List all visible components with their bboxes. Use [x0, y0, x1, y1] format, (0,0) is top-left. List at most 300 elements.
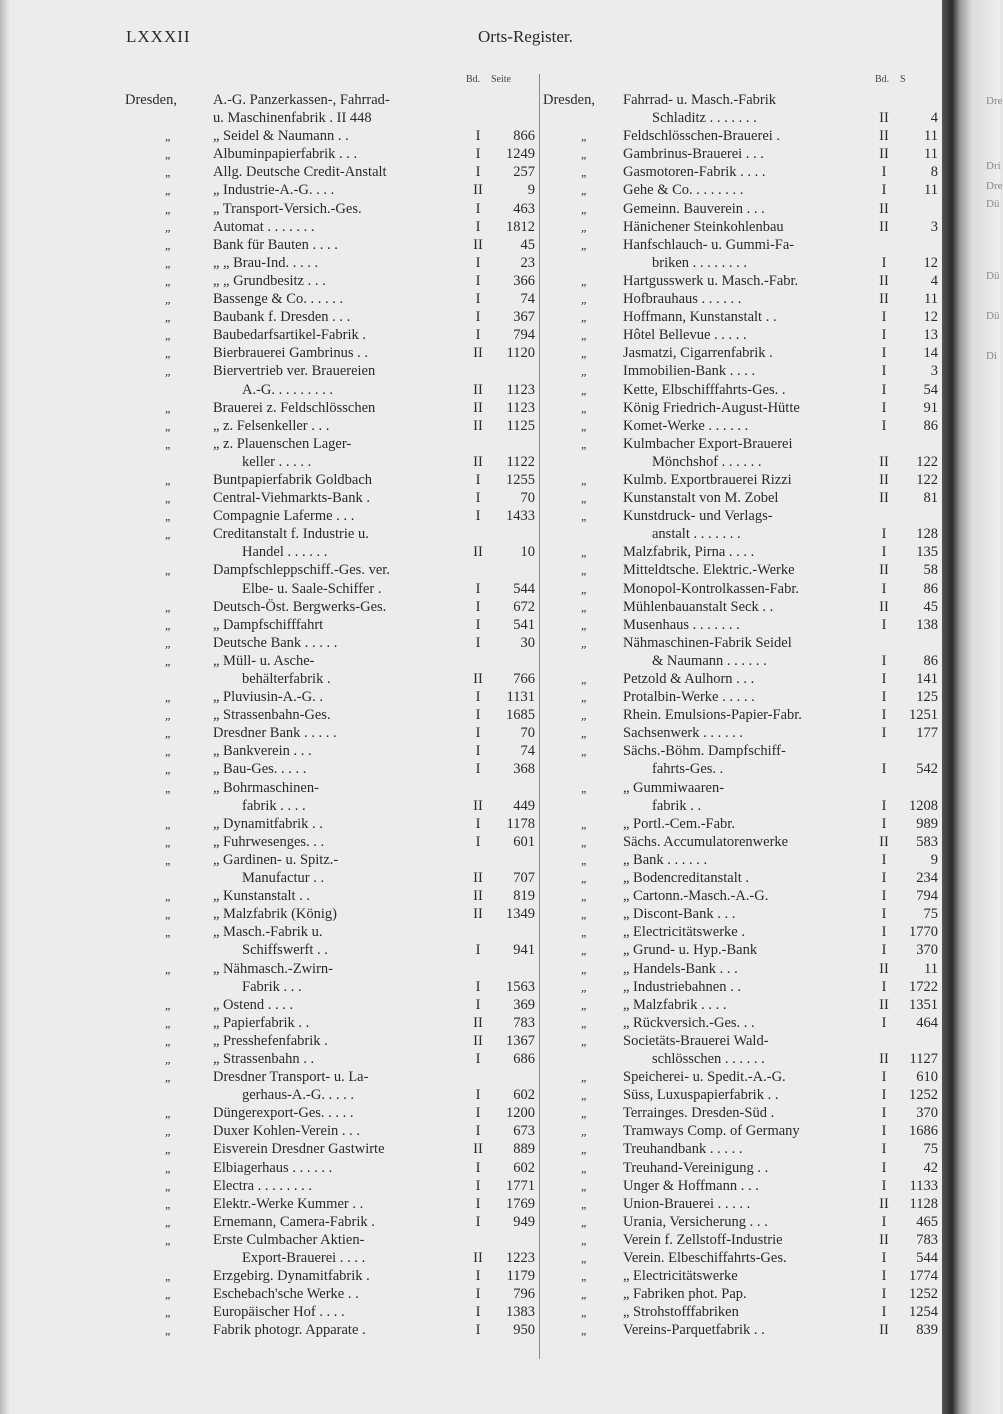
ditto-mark: „ [165, 653, 172, 668]
entry-name: Duxer Kohlen-Verein . . . [213, 1123, 360, 1140]
entry-name: „ Bankverein . . . [213, 743, 312, 760]
ditto-mark: „ [165, 1160, 172, 1175]
edge-fragment: Dü [986, 270, 1000, 282]
entry-volume: I [881, 544, 887, 561]
entry-volume: I [475, 725, 481, 742]
page-number: LXXXII [126, 27, 191, 46]
index-entry [543, 941, 938, 959]
entry-name: Schiffswerft . . [242, 942, 328, 959]
entry-name: Treuhandbank . . . . . [623, 1141, 743, 1158]
entry-volume: II [473, 1250, 483, 1266]
entry-name: Deutsche Bank . . . . . [213, 634, 338, 651]
entry-volume: I [881, 1213, 887, 1230]
entry-name: Mitteldtsche. Elektric.-Werke [623, 562, 795, 579]
index-entry [125, 905, 543, 923]
ditto-mark: „ [581, 346, 588, 361]
index-entry [125, 272, 543, 290]
entry-page: 544 [916, 1250, 938, 1266]
entry-name: Jasmatzi, Cigarrenfabrik . [623, 345, 773, 362]
index-entry [543, 453, 938, 471]
entry-name: briken . . . . . . . . [652, 254, 748, 271]
index-entry [125, 1050, 543, 1068]
index-entry [543, 833, 938, 851]
entry-volume: I [475, 1304, 481, 1321]
index-entry [543, 923, 938, 941]
ditto-mark: „ [581, 328, 588, 343]
index-entry [125, 290, 543, 308]
ditto-mark: „ [165, 346, 172, 361]
entry-name: „ Grund- u. Hyp.-Bank [623, 942, 758, 959]
index-entry [125, 1195, 543, 1213]
entry-page: 1351 [909, 996, 938, 1013]
ditto-mark: „ [165, 907, 172, 922]
index-entry [125, 779, 543, 797]
entry-name: Düngerexport-Ges. . . . . [213, 1105, 354, 1122]
ditto-mark: „ [581, 1305, 588, 1320]
ditto-mark: „ [581, 690, 588, 705]
index-entry [543, 417, 938, 435]
index-entry [543, 127, 938, 145]
entry-page: 1133 [909, 1177, 938, 1194]
entry-page: 257 [513, 164, 535, 181]
ditto-mark: „ [165, 328, 172, 343]
ditto-mark: „ [165, 599, 172, 614]
index-entry [125, 91, 543, 109]
entry-page: 58 [923, 562, 938, 579]
entry-page: 74 [520, 743, 535, 760]
entry-page: 950 [513, 1322, 535, 1339]
entry-volume: I [475, 254, 481, 271]
index-entry [543, 471, 938, 489]
entry-name: Export-Brauerei . . . . [242, 1250, 366, 1266]
entry-page: 91 [923, 399, 938, 416]
ditto-mark: „ [581, 1196, 588, 1211]
entry-name: Bierbrauerei Gambrinus . . [213, 345, 369, 362]
ditto-mark: „ [581, 273, 588, 288]
entry-volume: I [881, 1069, 887, 1086]
entry-volume: II [879, 1231, 889, 1248]
entry-page: 544 [513, 580, 535, 597]
index-entry [125, 1285, 543, 1303]
index-entry [543, 399, 938, 417]
entry-page: 1120 [506, 345, 535, 362]
index-entry [543, 1267, 938, 1285]
entry-name: Schladitz . . . . . . . [652, 110, 757, 127]
entry-page: 30 [520, 634, 535, 651]
ditto-mark: „ [581, 1142, 588, 1157]
entry-name: Urania, Versicherung . . . [623, 1213, 768, 1230]
ditto-mark: „ [581, 1015, 588, 1030]
index-entry [543, 1032, 888, 1050]
entry-name: „ Seidel & Naumann . . [213, 128, 349, 145]
entry-name: Verein f. Zellstoff-Industrie [623, 1231, 783, 1248]
entry-volume: I [475, 146, 481, 163]
entry-page: 70 [520, 490, 535, 507]
entry-name: „ Papierfabrik . . [213, 1014, 310, 1031]
vol-header: Bd. [466, 74, 481, 85]
entry-name: behälterfabrik . [242, 671, 331, 687]
ditto-mark: „ [165, 961, 172, 976]
ditto-mark: „ [581, 292, 588, 307]
entry-volume: I [475, 490, 481, 507]
index-entry [543, 290, 938, 308]
entry-page: 796 [513, 1286, 535, 1303]
ditto-mark: „ [581, 1070, 588, 1085]
entry-page: 707 [513, 870, 535, 887]
index-entry [125, 598, 543, 616]
index-entry [125, 887, 543, 905]
entry-page: 1125 [506, 417, 535, 434]
entry-page: 1254 [909, 1304, 938, 1321]
index-entry [125, 742, 543, 760]
entry-name: Unger & Hoffmann . . . [623, 1177, 759, 1194]
index-entry [543, 181, 938, 199]
entry-page: 673 [513, 1123, 535, 1140]
entry-volume: I [475, 1268, 481, 1285]
entry-name: Hoffmann, Kunstanstalt . . [623, 309, 777, 326]
entry-page: 610 [916, 1069, 938, 1086]
entry-name: Biervertrieb ver. Brauereien [213, 363, 376, 380]
entry-volume: I [881, 942, 887, 959]
entry-volume: I [881, 870, 887, 887]
index-entry [543, 1122, 938, 1140]
entry-page: 1685 [506, 707, 535, 724]
ditto-mark: „ [581, 472, 588, 487]
entry-page: 369 [513, 996, 535, 1013]
entry-name: Deutsch-Öst. Bergwerks-Ges. [213, 598, 387, 615]
index-entry [125, 851, 543, 869]
ditto-mark: „ [165, 183, 172, 198]
index-entry [125, 833, 543, 851]
ditto-mark: „ [165, 400, 172, 415]
ditto-mark: „ [581, 1124, 588, 1139]
index-entry [543, 163, 938, 181]
entry-volume: I [881, 851, 887, 868]
entry-volume: I [475, 327, 481, 344]
entry-volume: I [881, 888, 887, 905]
ditto-mark: „ [581, 907, 588, 922]
entry-page: 1178 [506, 815, 535, 832]
entry-name: Societäts-Brauerei Wald- [623, 1032, 769, 1049]
index-entry [543, 869, 938, 887]
index-entry [125, 1159, 543, 1177]
entry-page: 1208 [909, 797, 938, 814]
entry-page: 794 [513, 327, 535, 344]
ditto-mark: „ [165, 690, 172, 705]
entry-name: Ernemann, Camera-Fabrik . [213, 1213, 375, 1230]
entry-name: Fabrik photogr. Apparate . [213, 1322, 366, 1339]
entry-name: „ Kunstanstalt . . [213, 888, 311, 905]
entry-name: König Friedrich-August-Hütte [623, 399, 800, 416]
entry-page: 234 [916, 870, 938, 887]
entry-volume: II [879, 1322, 889, 1339]
ditto-mark: „ [165, 147, 172, 162]
entry-page: 1252 [909, 1087, 938, 1104]
ditto-mark: „ [581, 237, 588, 252]
index-entry [543, 742, 888, 760]
ditto-mark: „ [165, 925, 172, 940]
entry-name: Kette, Elbschifffahrts-Ges. . [623, 381, 786, 398]
ditto-mark: „ [581, 310, 588, 325]
ditto-mark: „ [581, 943, 588, 958]
entry-volume: I [475, 1322, 481, 1339]
index-entry [543, 760, 938, 778]
entry-name: Verein. Elbeschiffahrts-Ges. [623, 1250, 787, 1266]
entry-volume: I [881, 924, 887, 941]
ditto-mark: „ [581, 672, 588, 686]
index-entry [543, 507, 888, 525]
entry-page: 138 [916, 616, 938, 633]
entry-page: 783 [513, 1014, 535, 1031]
entry-volume: I [475, 1195, 481, 1212]
ditto-mark: „ [165, 1287, 172, 1302]
entry-name: Dresdner Bank . . . . . [213, 725, 337, 742]
entry-name: Sächs. Accumulatorenwerke [623, 833, 789, 850]
edge-fragment: Dü [986, 198, 1000, 210]
entry-page: 12 [923, 309, 938, 326]
index-entry [125, 525, 543, 543]
ditto-mark: „ [165, 726, 172, 741]
ditto-mark: „ [165, 1124, 172, 1139]
ditto-mark: „ [581, 1269, 588, 1284]
entry-page: 4 [930, 110, 938, 127]
entry-volume: I [475, 1159, 481, 1176]
entry-name: schlösschen . . . . . . [652, 1050, 765, 1067]
entry-volume: II [473, 797, 483, 814]
entry-volume: I [881, 526, 887, 543]
ditto-mark: „ [581, 997, 588, 1012]
ditto-mark: „ [581, 165, 588, 180]
ditto-mark: „ [581, 509, 588, 524]
ditto-mark: „ [165, 762, 172, 777]
entry-volume: I [881, 182, 887, 199]
index-entry [543, 887, 938, 905]
index-entry [125, 1014, 543, 1032]
entry-volume: II [879, 110, 889, 127]
entry-volume: I [475, 598, 481, 615]
entry-page: 54 [923, 381, 938, 398]
entry-name: Nähmaschinen-Fabrik Seidel [623, 634, 792, 651]
entry-page: 1122 [506, 453, 535, 470]
index-entry [125, 923, 543, 941]
entry-page: 949 [513, 1213, 535, 1230]
entry-page: 449 [513, 797, 535, 814]
entry-page: 86 [923, 580, 938, 597]
entry-name: „ Strassenbahn . . [213, 1050, 315, 1067]
ditto-mark: „ [581, 925, 588, 940]
entry-name: Europäischer Hof . . . . [213, 1304, 345, 1321]
entry-page: 463 [513, 200, 535, 217]
entry-name: „ Presshefenfabrik . [213, 1032, 328, 1049]
index-entry [543, 1231, 938, 1249]
entry-name: „ Discont-Bank . . . [623, 906, 736, 923]
entry-name: „ Portl.-Cem.-Fabr. [623, 815, 735, 832]
index-entry [125, 163, 543, 181]
entry-page: 11 [924, 960, 938, 977]
index-entry [125, 634, 543, 652]
ditto-mark: „ [581, 780, 588, 795]
entry-volume: I [881, 761, 887, 778]
index-entry [543, 218, 938, 236]
entry-volume: II [473, 236, 483, 253]
entry-name: Sächs.-Böhm. Dampfschiff- [623, 743, 786, 760]
edge-fragment: Dre [986, 180, 1003, 192]
page-gutter-shadow [0, 0, 10, 1414]
entry-page: 3 [930, 218, 938, 235]
index-entry [125, 1104, 543, 1122]
entry-name: Creditanstalt f. Industrie u. [213, 526, 369, 543]
entry-volume: I [475, 996, 481, 1013]
entry-volume: I [475, 978, 481, 995]
index-entry [543, 815, 938, 833]
entry-volume: II [473, 888, 483, 905]
ditto-mark: „ [165, 1178, 172, 1193]
entry-volume: I [475, 1050, 481, 1067]
ditto-mark: „ [581, 364, 588, 379]
entry-volume: I [881, 327, 887, 344]
entry-name: „ Fuhrwesenges. . . [213, 833, 325, 850]
entry-page: 542 [916, 761, 938, 778]
index-entry [125, 561, 543, 579]
entry-name: „ Dynamitfabrik . . [213, 815, 323, 832]
entry-name: Hartgusswerk u. Masch.-Fabr. [623, 272, 799, 289]
index-entry [543, 1086, 938, 1104]
entry-name: Bassenge & Co. . . . . . [213, 291, 344, 308]
entry-name: Protalbin-Werke . . . . . [623, 689, 755, 706]
entry-volume: I [881, 1304, 887, 1321]
index-entry [543, 1303, 938, 1321]
entry-name: Petzold & Aulhorn . . . [623, 671, 755, 687]
entry-page: 13 [923, 327, 938, 344]
ditto-mark: „ [165, 491, 172, 506]
ditto-mark: „ [165, 852, 172, 867]
entry-page: 366 [513, 272, 535, 289]
entry-page: 819 [513, 888, 535, 905]
ditto-mark: „ [581, 1033, 588, 1048]
entry-page: 1722 [909, 978, 938, 995]
entry-page: 866 [513, 128, 535, 145]
ditto-mark: „ [581, 871, 588, 886]
ditto-mark: „ [165, 780, 172, 795]
entry-volume: I [881, 363, 887, 380]
entry-name: Kunstanstalt von M. Zobel [623, 490, 779, 507]
entry-page: 74 [520, 291, 535, 308]
entry-volume: I [881, 707, 887, 724]
entry-name: „ Gardinen- u. Spitz.- [213, 851, 339, 868]
entry-volume: I [881, 652, 887, 669]
index-entry [125, 543, 543, 561]
entry-volume: I [475, 309, 481, 326]
entry-volume: I [881, 1014, 887, 1031]
ditto-mark: „ [581, 129, 588, 144]
ditto-mark: „ [165, 165, 172, 180]
entry-name: fahrts-Ges. . [652, 761, 724, 778]
index-entry [125, 109, 543, 127]
entry-page: 783 [916, 1231, 938, 1248]
entry-volume: I [881, 254, 887, 271]
entry-page: 1774 [909, 1268, 938, 1285]
entry-volume: I [881, 1286, 887, 1303]
vol-header: Bd. [875, 74, 890, 85]
entry-volume: I [475, 200, 481, 217]
entry-volume: I [881, 417, 887, 434]
index-entry [125, 996, 543, 1014]
entry-name: Bank für Bauten . . . . [213, 236, 338, 253]
entry-volume: I [881, 616, 887, 633]
index-entry [125, 344, 543, 362]
ditto-mark: „ [165, 255, 172, 270]
entry-page: 1812 [506, 218, 535, 235]
entry-name: „ Strassenbahn-Ges. [213, 707, 331, 724]
entry-name: Elbiagerhaus . . . . . . [213, 1159, 333, 1176]
index-entry [543, 254, 938, 272]
entry-name: „ z. Plauenschen Lager- [213, 435, 352, 452]
entry-volume: I [881, 797, 887, 814]
ditto-mark: „ [581, 400, 588, 415]
entry-page: 989 [916, 815, 938, 832]
ditto-mark: „ [581, 436, 588, 451]
entry-page: 14 [923, 345, 938, 362]
index-entry [543, 960, 938, 978]
entry-volume: II [473, 417, 483, 434]
ditto-mark: „ [165, 816, 172, 831]
index-entry [543, 797, 938, 815]
index-entry [543, 996, 938, 1014]
index-entry [125, 362, 543, 380]
entry-page: 1769 [506, 1195, 535, 1212]
entry-page: 9 [930, 851, 938, 868]
ditto-mark: „ [165, 1269, 172, 1284]
entry-page: 125 [916, 689, 938, 706]
index-entry [125, 1249, 543, 1267]
entry-page: 367 [513, 309, 535, 326]
index-entry [543, 91, 888, 109]
index-entry [543, 978, 938, 996]
entry-page: 602 [513, 1159, 535, 1176]
entry-volume: II [879, 128, 889, 145]
ditto-mark: „ [581, 418, 588, 433]
index-entry [125, 869, 543, 887]
entry-name: Kunstdruck- und Verlags- [623, 508, 773, 525]
index-entry [125, 181, 543, 199]
entry-page: 368 [513, 761, 535, 778]
entry-page: 602 [513, 1087, 535, 1104]
entry-name: Fabrik . . . [242, 978, 302, 995]
entry-name: Gambrinus-Brauerei . . . [623, 146, 764, 163]
entry-page: 42 [923, 1159, 938, 1176]
entry-name: Mönchshof . . . . . . [652, 453, 762, 470]
entry-name: Komet-Werke . . . . . . [623, 417, 749, 434]
entry-name: fabrik . . [652, 797, 702, 814]
index-entry [125, 724, 543, 742]
index-entry [543, 344, 938, 362]
ditto-mark: „ [165, 364, 172, 379]
entry-volume: I [475, 471, 481, 488]
entry-page: 1255 [506, 471, 535, 488]
entry-volume: I [475, 1286, 481, 1303]
ditto-mark: „ [165, 472, 172, 487]
entry-page: 686 [513, 1050, 535, 1067]
entry-volume: I [881, 725, 887, 742]
entry-volume: I [475, 1213, 481, 1230]
entry-volume: I [881, 978, 887, 995]
edge-fragment: Di [986, 350, 997, 362]
entry-volume: I [881, 815, 887, 832]
entry-name: Gehe & Co. . . . . . . . [623, 182, 744, 199]
entry-volume: II [473, 453, 483, 470]
entry-page: 839 [916, 1322, 938, 1339]
entry-volume: II [473, 381, 483, 398]
